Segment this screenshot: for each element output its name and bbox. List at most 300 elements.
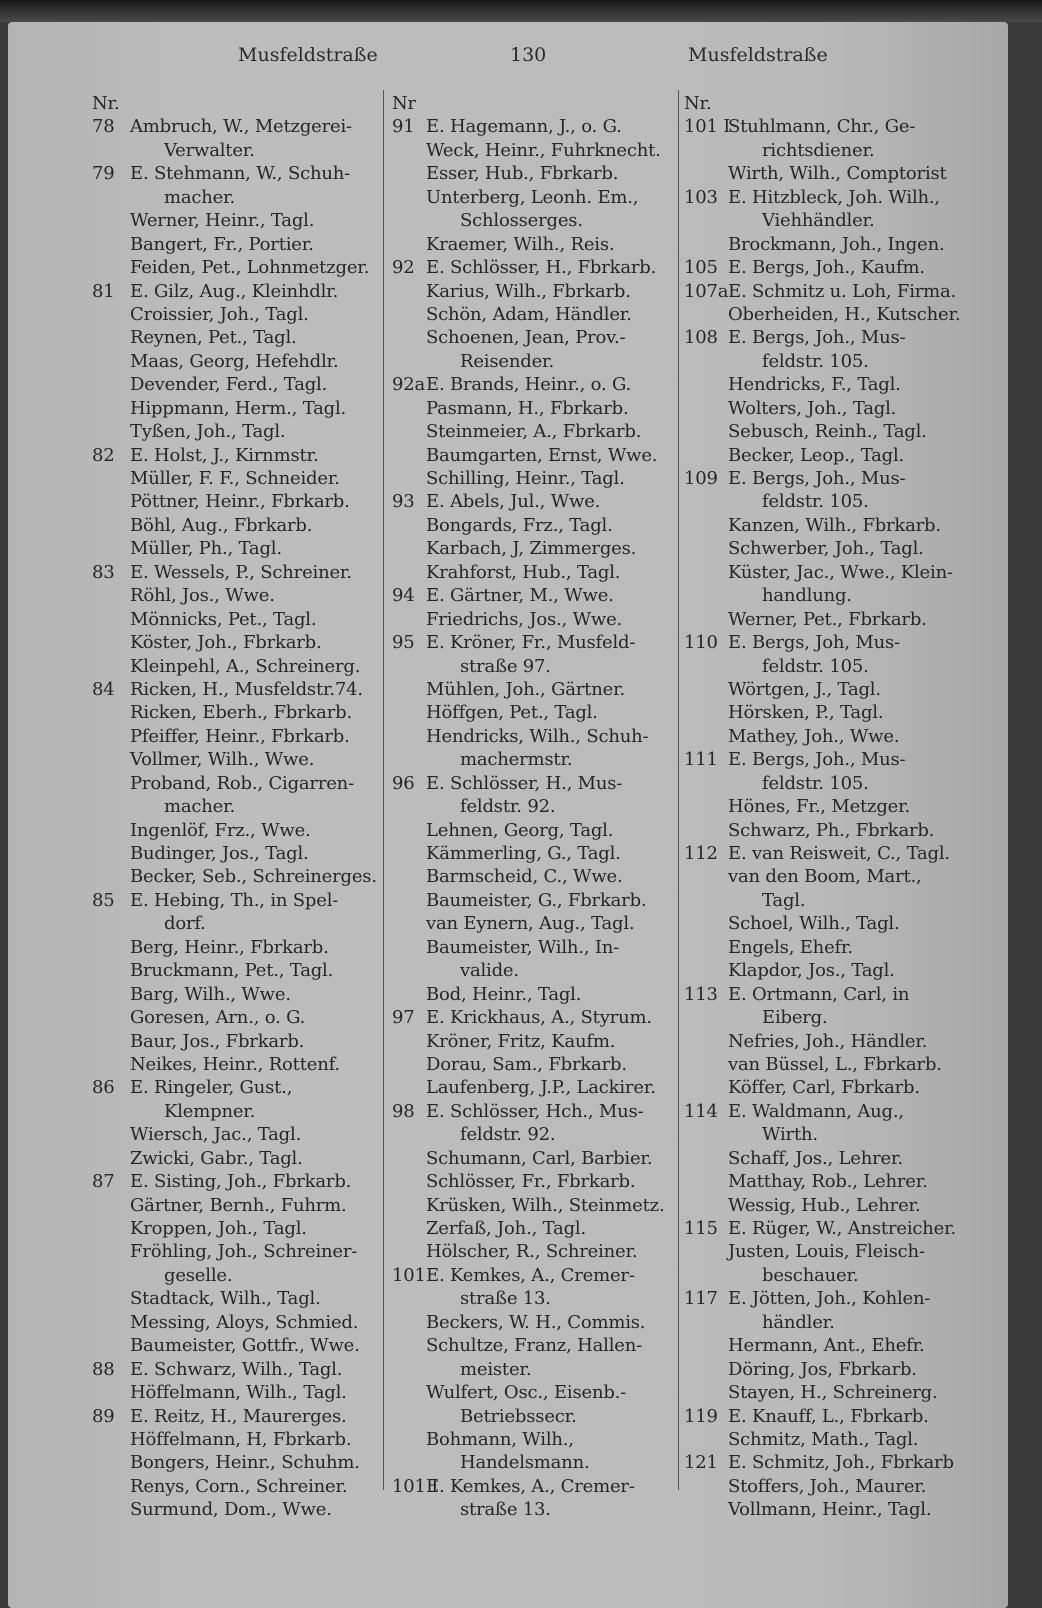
house-number [392, 1498, 426, 1521]
house-number [92, 1030, 130, 1053]
resident-text: Karius, Wilh., Fbrkarb. [426, 280, 631, 302]
house-number: 112 [684, 843, 718, 864]
house-number [392, 1405, 426, 1428]
house-number [392, 444, 426, 467]
directory-entry [92, 1240, 377, 1263]
resident-text: Wolters, Joh., Tagl. [728, 397, 897, 419]
entry-continuation [92, 1100, 377, 1123]
directory-entry [92, 280, 377, 303]
entry-continuation [92, 186, 377, 209]
entry-continuation [392, 1287, 664, 1310]
directory-entry [92, 1475, 377, 1498]
house-number [684, 1381, 728, 1404]
house-number: 108 [684, 327, 718, 349]
house-number [92, 467, 130, 490]
resident-text: Kröner, Fritz, Kaufm. [426, 1030, 616, 1052]
resident-text: E. Brands, Heinr., o. G. [426, 374, 632, 396]
resident-text: Baur, Jos., Fbrkarb. [130, 1030, 305, 1052]
directory-entry [392, 233, 664, 256]
resident-text: Barg, Wilh., Wwe. [130, 983, 291, 1005]
house-number [92, 209, 130, 232]
resident-text: Werner, Heinr., Tagl. [130, 210, 315, 232]
resident-text: straße 13. [460, 1499, 551, 1521]
resident-text: E. Wessels, P., Schreiner. [130, 561, 352, 583]
resident-text: Köster, Joh., Fbrkarb. [130, 632, 322, 654]
house-number [392, 1170, 426, 1193]
resident-text: Bruckmann, Pet., Tagl. [130, 960, 334, 982]
house-number [392, 420, 426, 443]
house-number [392, 608, 426, 631]
directory-entry [684, 233, 960, 256]
resident-text: händler. [762, 1311, 835, 1333]
resident-text: Bangert, Fr., Portier. [130, 233, 314, 255]
resident-text: Schoenen, Jean, Prov.- [426, 327, 626, 349]
directory-entry [92, 115, 377, 138]
house-number [684, 1053, 728, 1076]
resident-text: macher. [164, 796, 236, 818]
house-number: 101 I [392, 1475, 439, 1497]
entry-continuation [92, 912, 377, 935]
resident-text: E. Hitzbleck, Joh. Wilh., [728, 186, 940, 208]
directory-entry [392, 1311, 664, 1334]
resident-text: Laufenberg, J.P., Lackirer. [426, 1077, 656, 1099]
page-number: 130 [510, 44, 547, 66]
resident-text: Hönes, Fr., Metzger. [728, 796, 911, 818]
house-number [92, 514, 130, 537]
directory-entry [392, 1194, 664, 1217]
entry-continuation [684, 889, 960, 912]
column-divider [678, 90, 679, 1490]
column-heading: Nr. [92, 93, 120, 114]
resident-text: Baumeister, Wilh., In- [426, 936, 620, 958]
directory-entry [392, 1334, 664, 1357]
house-number [684, 1498, 728, 1521]
house-number: 113 [684, 983, 718, 1005]
directory-entry [392, 608, 664, 631]
house-number [392, 959, 426, 982]
resident-text: Oberheiden, H., Kutscher. [728, 303, 961, 325]
entry-continuation [684, 1006, 960, 1029]
resident-text: Gärtner, Bernh., Fuhrm. [130, 1194, 347, 1216]
directory-entry [684, 1405, 960, 1428]
resident-text: Vollmer, Wilh., Wwe. [130, 749, 315, 771]
house-number [392, 350, 426, 373]
directory-entry [392, 1428, 664, 1451]
house-number [92, 326, 130, 349]
directory-entry [684, 444, 960, 467]
house-number [684, 725, 728, 748]
house-number [392, 1217, 426, 1240]
resident-text: Schumann, Carl, Barbier. [426, 1147, 653, 1169]
directory-entry [392, 373, 664, 396]
resident-text: Wirth. [762, 1124, 818, 1146]
resident-text: Ambruch, W., Metzgerei- [130, 116, 352, 138]
resident-text: Budinger, Jos., Tagl. [130, 843, 309, 864]
resident-text: E. Bergs, Joh., Mus- [728, 468, 906, 489]
directory-entry [92, 209, 377, 232]
resident-text: Döring, Jos, Fbrkarb. [728, 1358, 917, 1380]
resident-text: E. Stehmann, W., Schuh- [130, 163, 351, 185]
house-number [92, 1428, 130, 1451]
resident-text: Friedrichs, Jos., Wwe. [426, 608, 623, 630]
directory-entry [92, 397, 377, 420]
house-number: 105 [684, 257, 718, 279]
resident-text: Ricken, H., Musfeldstr.74. [130, 678, 363, 700]
directory-entry [684, 842, 960, 865]
entry-continuation [92, 1264, 377, 1287]
house-number [92, 1006, 130, 1029]
house-number [392, 865, 426, 888]
house-number [684, 912, 728, 935]
directory-entry [684, 373, 960, 396]
house-number [392, 1053, 426, 1076]
resident-text: Baumeister, Gottfr., Wwe. [130, 1335, 360, 1357]
house-number [392, 701, 426, 724]
resident-text: Baumeister, G., Fbrkarb. [426, 889, 647, 911]
resident-text: E. Schwarz, Wilh., Tagl. [130, 1358, 343, 1380]
resident-text: Pöttner, Heinr., Fbrkarb. [130, 491, 350, 513]
directory-entry [392, 1170, 664, 1193]
directory-entry [684, 1358, 960, 1381]
house-number [92, 397, 130, 420]
resident-text: Berg, Heinr., Fbrkarb. [130, 936, 329, 958]
house-number [684, 1123, 728, 1146]
resident-text: Brockmann, Joh., Ingen. [728, 233, 945, 255]
directory-entry [684, 1428, 960, 1451]
house-number: 121 [684, 1452, 718, 1474]
house-number [392, 1287, 426, 1310]
directory-entry [92, 725, 377, 748]
directory-entry [684, 1170, 960, 1193]
house-number [392, 795, 426, 818]
directory-entry [392, 1217, 664, 1240]
resident-text: macher. [164, 186, 236, 208]
house-number: 88 [92, 1358, 115, 1380]
entry-continuation [684, 209, 960, 232]
resident-text: Surmund, Dom., Wwe. [130, 1499, 332, 1521]
resident-text: Köffer, Carl, Fbrkarb. [728, 1077, 920, 1099]
resident-text: Werner, Pet., Fbrkarb. [728, 608, 927, 630]
house-number [92, 725, 130, 748]
house-number [684, 608, 728, 631]
house-number [684, 139, 728, 162]
entry-continuation [392, 1498, 664, 1521]
directory-entry [392, 115, 664, 138]
resident-text: E. Bergs, Joh, Mus- [728, 632, 900, 654]
directory-entry [684, 1287, 960, 1310]
directory-entry [392, 1147, 664, 1170]
resident-text: handlung. [762, 585, 852, 607]
directory-entry [392, 280, 664, 303]
house-number [92, 1123, 130, 1146]
directory-entry [684, 678, 960, 701]
resident-text: Steinmeier, A., Fbrkarb. [426, 421, 642, 443]
resident-text: Renys, Corn., Schreiner. [130, 1475, 348, 1497]
resident-text: Maas, Georg, Hefehdlr. [130, 350, 339, 372]
house-number: 96 [392, 772, 415, 794]
house-number [92, 256, 130, 279]
directory-entry [92, 162, 377, 185]
resident-text: Klempner. [164, 1100, 256, 1122]
directory-entry [92, 233, 377, 256]
house-number [392, 912, 426, 935]
resident-text: Bohmann, Wilh., [426, 1428, 574, 1450]
house-number [392, 397, 426, 420]
resident-text: Küster, Jac., Wwe., Klein- [728, 561, 953, 583]
resident-text: Schaff, Jos., Lehrer. [728, 1147, 903, 1169]
resident-text: Hendricks, Wilh., Schuh- [426, 725, 649, 747]
house-number [92, 819, 130, 842]
directory-entry [92, 303, 377, 326]
house-number: 81 [92, 280, 115, 302]
house-number [392, 819, 426, 842]
directory-entry [392, 420, 664, 443]
house-number [392, 1381, 426, 1404]
directory-entry [684, 280, 960, 303]
directory-entry [92, 842, 377, 865]
resident-text: Kämmerling, G., Tagl. [426, 843, 621, 864]
resident-text: Kraemer, Wilh., Reis. [426, 233, 615, 255]
resident-text: Nefries, Joh., Händler. [728, 1030, 928, 1052]
directory-entry [392, 1030, 664, 1053]
house-number: 111 [684, 749, 718, 771]
resident-text: Pfeiffer, Heinr., Fbrkarb. [130, 725, 350, 747]
house-number [684, 1147, 728, 1170]
resident-text: van Eynern, Aug., Tagl. [426, 913, 635, 935]
house-number [392, 1123, 426, 1146]
resident-text: E. Ringeler, Gust., [130, 1077, 293, 1099]
resident-text: Krahforst, Hub., Tagl. [426, 561, 621, 583]
resident-text: valide. [460, 960, 519, 982]
house-number [92, 490, 130, 513]
directory-entry [392, 912, 664, 935]
entry-continuation [392, 1451, 664, 1474]
house-number: 95 [392, 632, 415, 654]
resident-text: feldstr. 92. [460, 796, 556, 818]
resident-text: E. Bergs, Joh., Mus- [728, 749, 906, 771]
resident-text: Betriebssecr. [460, 1405, 577, 1427]
house-number [392, 162, 426, 185]
directory-entry [92, 1311, 377, 1334]
house-number [392, 537, 426, 560]
house-number [92, 1287, 130, 1310]
house-number: 83 [92, 561, 115, 583]
directory-entry [392, 772, 664, 795]
column-heading: Nr [392, 93, 416, 114]
resident-text: Stadtack, Wilh., Tagl. [130, 1288, 321, 1310]
resident-text: Klapdor, Jos., Tagl. [728, 960, 895, 982]
resident-text: Schlösser, Fr., Fbrkarb. [426, 1171, 636, 1193]
directory-entry [684, 1147, 960, 1170]
entry-continuation [684, 1311, 960, 1334]
house-number [92, 701, 130, 724]
directory-entry [92, 631, 377, 654]
directory-entry [392, 983, 664, 1006]
resident-text: Höffelmann, H, Fbrkarb. [130, 1428, 352, 1450]
directory-entry [92, 444, 377, 467]
house-number [684, 420, 728, 443]
directory-entry [392, 467, 664, 490]
resident-text: E. Gärtner, M., Wwe. [426, 585, 614, 607]
house-number: 89 [92, 1405, 115, 1427]
resident-text: Wessig, Hub., Lehrer. [728, 1194, 921, 1216]
entry-continuation [92, 795, 377, 818]
house-number [92, 655, 130, 678]
directory-entry [92, 1381, 377, 1404]
directory-column-2 [392, 92, 664, 1522]
resident-text: E. Knauff, L., Fbrkarb. [728, 1405, 929, 1427]
house-number: 78 [92, 116, 115, 138]
directory-entry [684, 819, 960, 842]
directory-entry [392, 514, 664, 537]
house-number: 85 [92, 889, 115, 911]
house-number [392, 655, 426, 678]
resident-text: Eiberg. [762, 1007, 828, 1029]
entry-continuation [392, 959, 664, 982]
directory-entry [392, 397, 664, 420]
house-number: 94 [392, 585, 415, 607]
resident-text: Müller, Ph., Tagl. [130, 538, 282, 560]
directory-entry [392, 490, 664, 513]
resident-text: Baumgarten, Ernst, Wwe. [426, 444, 658, 466]
house-number: 98 [392, 1100, 415, 1122]
directory-entry [684, 959, 960, 982]
directory-entry [92, 1358, 377, 1381]
column-divider [383, 90, 384, 1490]
resident-text: Hippmann, Herm., Tagl. [130, 397, 347, 419]
directory-entry [684, 748, 960, 771]
house-number [684, 1475, 728, 1498]
house-number: 107a [684, 280, 729, 302]
house-number [392, 514, 426, 537]
house-number [392, 748, 426, 771]
directory-entry [92, 350, 377, 373]
resident-text: Fröhling, Joh., Schreiner- [130, 1241, 358, 1263]
house-number [684, 701, 728, 724]
house-number [92, 1451, 130, 1474]
house-number [92, 1217, 130, 1240]
directory-entry [392, 537, 664, 560]
house-number [392, 889, 426, 912]
resident-text: E. Schlösser, H., Fbrkarb. [426, 257, 657, 279]
house-number [392, 1076, 426, 1099]
directory-entry [92, 1170, 377, 1193]
directory-entry [684, 420, 960, 443]
resident-text: geselle. [164, 1264, 233, 1286]
directory-entry [92, 584, 377, 607]
directory-entry [392, 1381, 664, 1404]
resident-text: Krüsken, Wilh., Steinmetz. [426, 1194, 665, 1216]
directory-entry [684, 1240, 960, 1263]
house-number [92, 186, 130, 209]
house-number [684, 1311, 728, 1334]
house-number [392, 1194, 426, 1217]
directory-entry [684, 162, 960, 185]
directory-entry [92, 490, 377, 513]
directory-entry [684, 795, 960, 818]
resident-text: E. Hebing, Th., in Spel- [130, 889, 339, 911]
resident-text: Schwerber, Joh., Tagl. [728, 538, 924, 560]
directory-entry [92, 561, 377, 584]
resident-text: Wulfert, Osc., Eisenb.- [426, 1382, 627, 1404]
house-number [684, 1030, 728, 1053]
resident-text: feldstr. 92. [460, 1124, 556, 1146]
directory-entry [684, 1475, 960, 1498]
directory-entry [684, 186, 960, 209]
directory-entry [392, 889, 664, 912]
directory-entry [684, 936, 960, 959]
directory-entry [92, 819, 377, 842]
resident-text: machermstr. [460, 749, 573, 771]
house-number [92, 842, 130, 865]
resident-text: E. Schlösser, Hch., Mus- [426, 1100, 644, 1122]
resident-text: Ricken, Eberh., Fbrkarb. [130, 702, 352, 724]
house-number: 109 [684, 468, 718, 489]
directory-entry [684, 537, 960, 560]
entry-continuation [392, 1405, 664, 1428]
resident-text: Wirth, Wilh., Comptorist [728, 163, 947, 185]
house-number [684, 1240, 728, 1263]
resident-text: Mathey, Joh., Wwe. [728, 725, 900, 747]
directory-entry [684, 1381, 960, 1404]
house-number: 117 [684, 1288, 718, 1310]
house-number [684, 1194, 728, 1217]
resident-text: Kroppen, Joh., Tagl. [130, 1218, 307, 1239]
house-number [392, 1147, 426, 1170]
resident-text: feldstr. 105. [762, 350, 869, 372]
directory-entry [392, 326, 664, 349]
resident-text: Feiden, Pet., Lohnmetzger. [130, 257, 370, 279]
house-number: 97 [392, 1007, 415, 1029]
house-number: 101 [392, 1264, 426, 1286]
house-number [392, 303, 426, 326]
directory-entry [684, 701, 960, 724]
house-number [684, 162, 728, 185]
house-number [392, 233, 426, 256]
house-number [92, 139, 130, 162]
house-number [392, 1428, 426, 1451]
house-number [392, 561, 426, 584]
directory-entry [392, 678, 664, 701]
house-number [92, 1498, 130, 1521]
directory-column-3 [684, 92, 960, 1522]
resident-text: Karbach, J, Zimmerges. [426, 538, 637, 560]
resident-text: E. Hagemann, J., o. G. [426, 116, 622, 138]
house-number [92, 772, 130, 795]
entry-continuation [684, 1123, 960, 1146]
resident-text: Schoel, Wilh., Tagl. [728, 913, 900, 935]
house-number [684, 209, 728, 232]
house-number [684, 889, 728, 912]
directory-entry [92, 326, 377, 349]
resident-text: richtsdiener. [762, 139, 875, 161]
directory-entry [92, 1123, 377, 1146]
directory-entry [92, 1217, 377, 1240]
resident-text: Schön, Adam, Händler. [426, 303, 632, 325]
resident-text: E. Sisting, Joh., Fbrkarb. [130, 1171, 352, 1193]
house-number [92, 1240, 130, 1263]
house-number [684, 397, 728, 420]
resident-text: Mühlen, Joh., Gärtner. [426, 678, 626, 700]
house-number [684, 537, 728, 560]
house-number [684, 678, 728, 701]
resident-text: Becker, Leop., Tagl. [728, 444, 905, 466]
resident-text: Mönnicks, Pet., Tagl. [130, 608, 317, 630]
resident-text: Unterberg, Leonh. Em., [426, 186, 639, 208]
resident-text: Neikes, Heinr., Rottenf. [130, 1053, 340, 1075]
house-number [92, 1053, 130, 1076]
house-number [684, 1358, 728, 1381]
